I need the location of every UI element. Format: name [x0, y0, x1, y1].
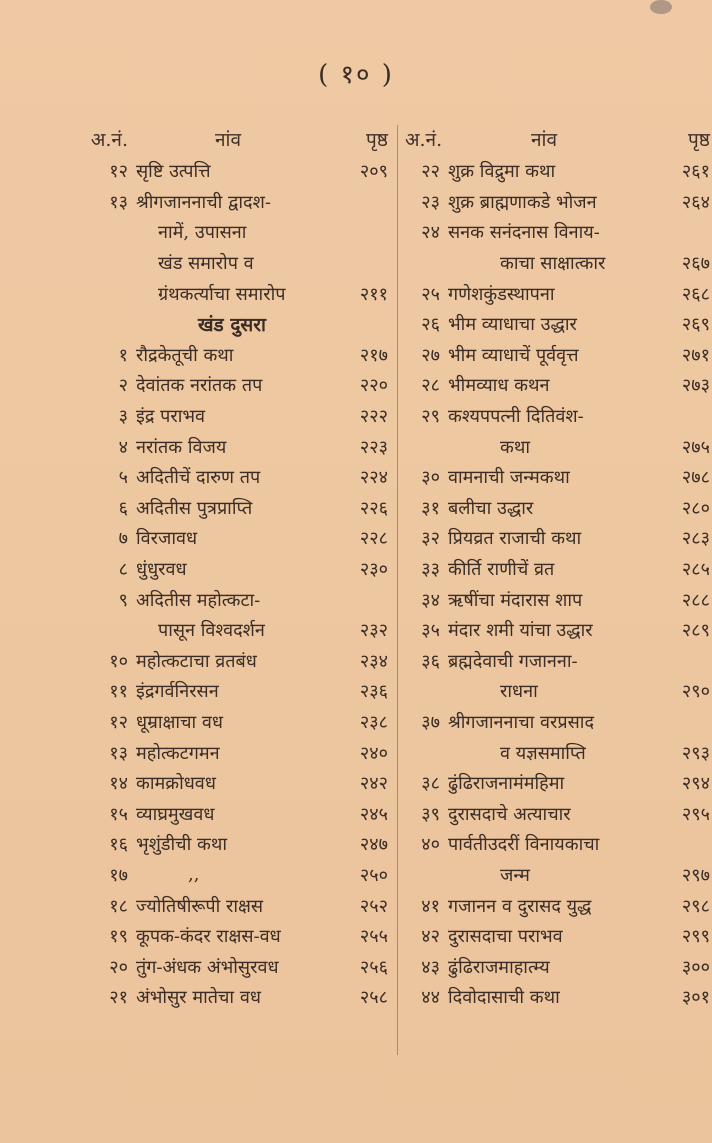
toc-entry	[88, 431, 388, 462]
entry-number: ४४	[421, 987, 440, 1009]
toc-entry	[88, 462, 388, 493]
entry-title: राधना	[500, 681, 538, 703]
entry-number: ५	[118, 467, 128, 489]
entry-page: २२२	[359, 406, 388, 428]
toc-entry	[405, 707, 710, 738]
toc-entry	[405, 156, 710, 187]
entry-page: २२८	[359, 528, 388, 550]
entry-title: महोत्कटगमन	[136, 742, 220, 764]
entry-title: कूपक-कंदर राक्षस-वध	[136, 926, 281, 948]
toc-entry	[405, 860, 710, 891]
toc-entry	[405, 493, 710, 524]
entry-page: २८३	[681, 528, 710, 550]
toc-entry	[405, 890, 710, 921]
entry-page: २२४	[359, 467, 388, 489]
toc-entry	[88, 860, 388, 891]
entry-title: खंड समारोप व	[158, 253, 254, 275]
entry-title: अदितीचें दारुण तप	[136, 467, 261, 489]
entry-title: सृष्टि उत्पत्ति	[136, 161, 211, 183]
entry-number: ९	[118, 589, 128, 611]
entry-title: ढुंढिराजमाहात्म्य	[448, 956, 550, 978]
entry-page: २६९	[681, 314, 710, 336]
toc-entry	[88, 707, 388, 738]
entry-title: शुक्र विद्रुमा कथा	[448, 161, 556, 183]
entry-title: धुंधुरवध	[136, 559, 187, 581]
toc-entry	[405, 248, 710, 279]
entry-page: २४२	[359, 773, 388, 795]
toc-entry	[405, 737, 710, 768]
toc-entry	[405, 584, 710, 615]
header-page: पृष्ठ	[366, 129, 388, 151]
entry-page: २७८	[681, 467, 710, 489]
entry-title: शुक्र ब्राह्मणाकडे भोजन	[448, 191, 597, 213]
entry-title: भीमव्याध कथन	[448, 375, 550, 397]
header-title: नांव	[530, 129, 558, 151]
header-page: पृष्ठ	[688, 129, 710, 151]
entry-page: २७१	[681, 344, 710, 366]
column-header	[88, 122, 388, 156]
entry-page: २४५	[359, 803, 388, 825]
entry-number: ३०	[421, 467, 440, 489]
column-header	[405, 122, 710, 156]
toc-entry	[88, 676, 388, 707]
entry-page: २११	[359, 283, 388, 305]
entry-title: ऋषींचा मंदारास शाप	[448, 589, 583, 611]
entry-title: ,,	[188, 864, 200, 886]
toc-entry	[405, 615, 710, 646]
toc-entry	[88, 890, 388, 921]
entry-number: १०	[109, 650, 128, 672]
entry-title: इंद्र पराभव	[136, 406, 206, 428]
entry-title: गणेशकुंडस्थापना	[448, 283, 555, 305]
entry-page: २५०	[359, 864, 388, 886]
toc-entry	[405, 278, 710, 309]
entry-title: पार्वतीउदरीं विनायकाचा	[448, 834, 600, 856]
toc-left-rows	[88, 156, 388, 1013]
entry-number: २९	[421, 406, 440, 428]
toc-entry	[88, 829, 388, 860]
entry-page: ३००	[681, 956, 710, 978]
toc-entry	[405, 340, 710, 371]
entry-number: २	[118, 375, 128, 397]
toc-entry	[405, 217, 710, 248]
entry-page: २७३	[681, 375, 710, 397]
entry-page: २२३	[359, 436, 388, 458]
entry-number: १७	[109, 864, 128, 886]
entry-page: २६४	[681, 191, 710, 213]
entry-title: महोत्कटाचा व्रतबंध	[136, 650, 257, 672]
entry-title: वामनाची जन्मकथा	[448, 467, 570, 489]
entry-title: भीम व्याधाचें पूर्ववृत्त	[448, 344, 579, 366]
entry-title: देवांतक नरांतक तप	[136, 375, 263, 397]
entry-number: ४	[118, 436, 128, 458]
toc-right-column	[405, 122, 710, 1013]
toc-entry	[88, 951, 388, 982]
entry-title: अदितीस पुत्रप्राप्ति	[136, 497, 253, 519]
entry-title: बलीचा उद्धार	[448, 497, 534, 519]
entry-title: दिवोदासाची कथा	[448, 987, 560, 1009]
entry-number: ४३	[421, 956, 440, 978]
toc-entry	[88, 921, 388, 952]
entry-number: ३६	[421, 650, 440, 672]
entry-page: २६८	[681, 283, 710, 305]
toc-entry	[88, 982, 388, 1013]
entry-title: अंभोसुर मातेचा वध	[136, 987, 261, 1009]
toc-entry	[88, 584, 388, 615]
entry-number: १८	[109, 895, 128, 917]
entry-title: कीर्ति राणीचें व्रत	[448, 559, 555, 581]
entry-number: २४	[421, 222, 440, 244]
entry-number: ३५	[421, 620, 440, 642]
column-divider	[397, 125, 398, 1055]
toc-entry	[88, 340, 388, 371]
entry-title: दुरासदाचे अत्याचार	[448, 803, 571, 825]
toc-entry	[88, 554, 388, 585]
entry-page: २९७	[681, 864, 710, 886]
entry-title: विरजावध	[136, 528, 198, 550]
toc-entry	[88, 768, 388, 799]
header-number: अ.नं.	[405, 129, 443, 151]
entry-page: २५२	[359, 895, 388, 917]
entry-title: मंदार शमी यांचा उद्धार	[448, 620, 593, 642]
entry-title: काचा साक्षात्कार	[500, 253, 606, 275]
header-number: अ.नं.	[90, 129, 128, 151]
toc-entry	[405, 798, 710, 829]
entry-title: गजानन व दुरासद युद्ध	[448, 895, 592, 917]
entry-number: २३	[421, 191, 440, 213]
entry-page: २६७	[681, 253, 710, 275]
entry-title: व यज्ञसमाप्ति	[500, 742, 586, 764]
entry-title: धूम्राक्षाचा वध	[136, 711, 223, 733]
toc-entry	[405, 431, 710, 462]
header-title: नांव	[214, 129, 242, 151]
entry-number: २५	[421, 283, 440, 305]
entry-title: ग्रंथकर्त्याचा समारोप	[158, 283, 286, 305]
entry-number: १३	[109, 191, 128, 213]
entry-title: तुंग-अंधक अंभोसुरवध	[136, 956, 279, 978]
entry-page: २८९	[681, 620, 710, 642]
toc-entry	[88, 156, 388, 187]
toc-entry	[88, 493, 388, 524]
entry-page: २०९	[359, 161, 388, 183]
toc-entry	[405, 951, 710, 982]
entry-number: ३४	[421, 589, 440, 611]
entry-title: ढुंढिराजनामंमहिमा	[448, 773, 565, 795]
entry-number: ३१	[421, 497, 440, 519]
entry-number: १९	[109, 926, 128, 948]
entry-number: २७	[421, 344, 440, 366]
entry-title: कामक्रोधवध	[136, 773, 216, 795]
entry-title: नामें, उपासना	[158, 222, 247, 244]
toc-entry	[88, 615, 388, 646]
entry-number: १४	[109, 773, 128, 795]
entry-number: ७	[118, 528, 128, 550]
entry-title: व्याघ्रमुखवध	[136, 803, 215, 825]
toc-entry	[405, 309, 710, 340]
entry-number: २६	[421, 314, 440, 336]
toc-entry	[405, 921, 710, 952]
toc-entry	[405, 401, 710, 432]
entry-page: २३२	[359, 620, 388, 642]
entry-page: २३४	[359, 650, 388, 672]
entry-number: ११	[109, 681, 128, 703]
entry-number: २२	[421, 161, 440, 183]
entry-page: २९४	[681, 773, 710, 795]
toc-entry	[88, 217, 388, 248]
entry-number: २०	[109, 956, 128, 978]
entry-page: २९९	[681, 926, 710, 948]
entry-title: भृशुंडीची कथा	[136, 834, 227, 856]
toc-entry	[405, 462, 710, 493]
entry-title: दुरासदाचा पराभव	[448, 926, 563, 948]
entry-page: २३६	[359, 681, 388, 703]
entry-page: २६१	[681, 161, 710, 183]
toc-entry	[405, 187, 710, 218]
toc-entry	[88, 737, 388, 768]
entry-number: १५	[109, 803, 128, 825]
entry-number: १२	[109, 161, 128, 183]
entry-number: ३२	[421, 528, 440, 550]
entry-page: २५८	[359, 987, 388, 1009]
toc-entry	[405, 554, 710, 585]
entry-title: ज्योतिषीरूपी राक्षस	[136, 895, 264, 917]
entry-page: २८८	[681, 589, 710, 611]
entry-page: २८०	[681, 497, 710, 519]
entry-number: ८	[118, 559, 128, 581]
entry-number: २८	[421, 375, 440, 397]
entry-title: नरांतक विजय	[136, 436, 227, 458]
page-number: ( १० )	[318, 60, 394, 90]
entry-number: ३७	[421, 711, 440, 733]
entry-title: प्रियव्रत राजाची कथा	[448, 528, 582, 550]
toc-entry	[88, 523, 388, 554]
entry-page: २९८	[681, 895, 710, 917]
entry-page: २४०	[359, 742, 388, 764]
entry-page: २७५	[681, 436, 710, 458]
entry-number: १	[118, 344, 128, 366]
entry-title: ब्रह्मदेवाची गजानना-	[448, 650, 578, 672]
entry-page: २९३	[681, 742, 710, 764]
toc-entry	[405, 768, 710, 799]
entry-number: ६	[118, 497, 128, 519]
toc-entry	[88, 370, 388, 401]
entry-page: २२०	[359, 375, 388, 397]
toc-entry	[405, 523, 710, 554]
entry-page: २९०	[681, 681, 710, 703]
toc-entry	[88, 248, 388, 279]
entry-title: जन्म	[500, 864, 530, 886]
entry-number: ४२	[421, 926, 440, 948]
ink-spot	[650, 0, 672, 14]
section-heading	[88, 309, 388, 340]
entry-title: खंड दुसरा	[198, 314, 266, 337]
entry-title: भीम व्याधाचा उद्धार	[448, 314, 577, 336]
entry-number: १३	[109, 742, 128, 764]
entry-number: ३९	[421, 803, 440, 825]
entry-page: २२६	[359, 497, 388, 519]
entry-title: सनक सनंदनास विनाय-	[448, 222, 600, 244]
toc-entry	[88, 278, 388, 309]
entry-title: कश्यपपत्नी दितिवंश-	[448, 406, 584, 428]
entry-number: ३	[118, 406, 128, 428]
toc-entry	[88, 798, 388, 829]
entry-page: २९५	[681, 803, 710, 825]
entry-page: २८५	[681, 559, 710, 581]
entry-number: २१	[109, 987, 128, 1009]
toc-entry	[405, 370, 710, 401]
entry-page: २४७	[359, 834, 388, 856]
toc-entry	[405, 646, 710, 677]
entry-title: पासून विश्वदर्शन	[158, 620, 265, 642]
entry-number: १६	[109, 834, 128, 856]
entry-number: ३८	[421, 773, 440, 795]
toc-entry	[88, 401, 388, 432]
entry-number: ३३	[421, 559, 440, 581]
entry-page: २१७	[359, 344, 388, 366]
toc-entry	[88, 187, 388, 218]
entry-page: २३०	[359, 559, 388, 581]
entry-title: श्रीगजाननाची द्वादश-	[136, 191, 271, 213]
entry-page: २३८	[359, 711, 388, 733]
entry-page: २५६	[359, 956, 388, 978]
toc-entry	[405, 829, 710, 860]
toc-entry	[405, 982, 710, 1013]
entry-title: अदितीस महोत्कटा-	[136, 589, 261, 611]
entry-page: ३०१	[681, 987, 710, 1009]
entry-number: ४०	[421, 834, 440, 856]
toc-entry	[405, 676, 710, 707]
entry-title: रौद्रकेतूची कथा	[136, 344, 234, 366]
entry-page: २५५	[359, 926, 388, 948]
toc-left-column	[88, 122, 388, 1013]
entry-number: १२	[109, 711, 128, 733]
entry-title: इंद्रगर्वनिरसन	[136, 681, 219, 703]
entry-title: श्रीगजाननाचा वरप्रसाद	[448, 711, 595, 733]
entry-number: ४१	[421, 895, 440, 917]
toc-right-rows	[405, 156, 710, 1013]
toc-entry	[88, 646, 388, 677]
entry-title: कथा	[500, 436, 530, 458]
